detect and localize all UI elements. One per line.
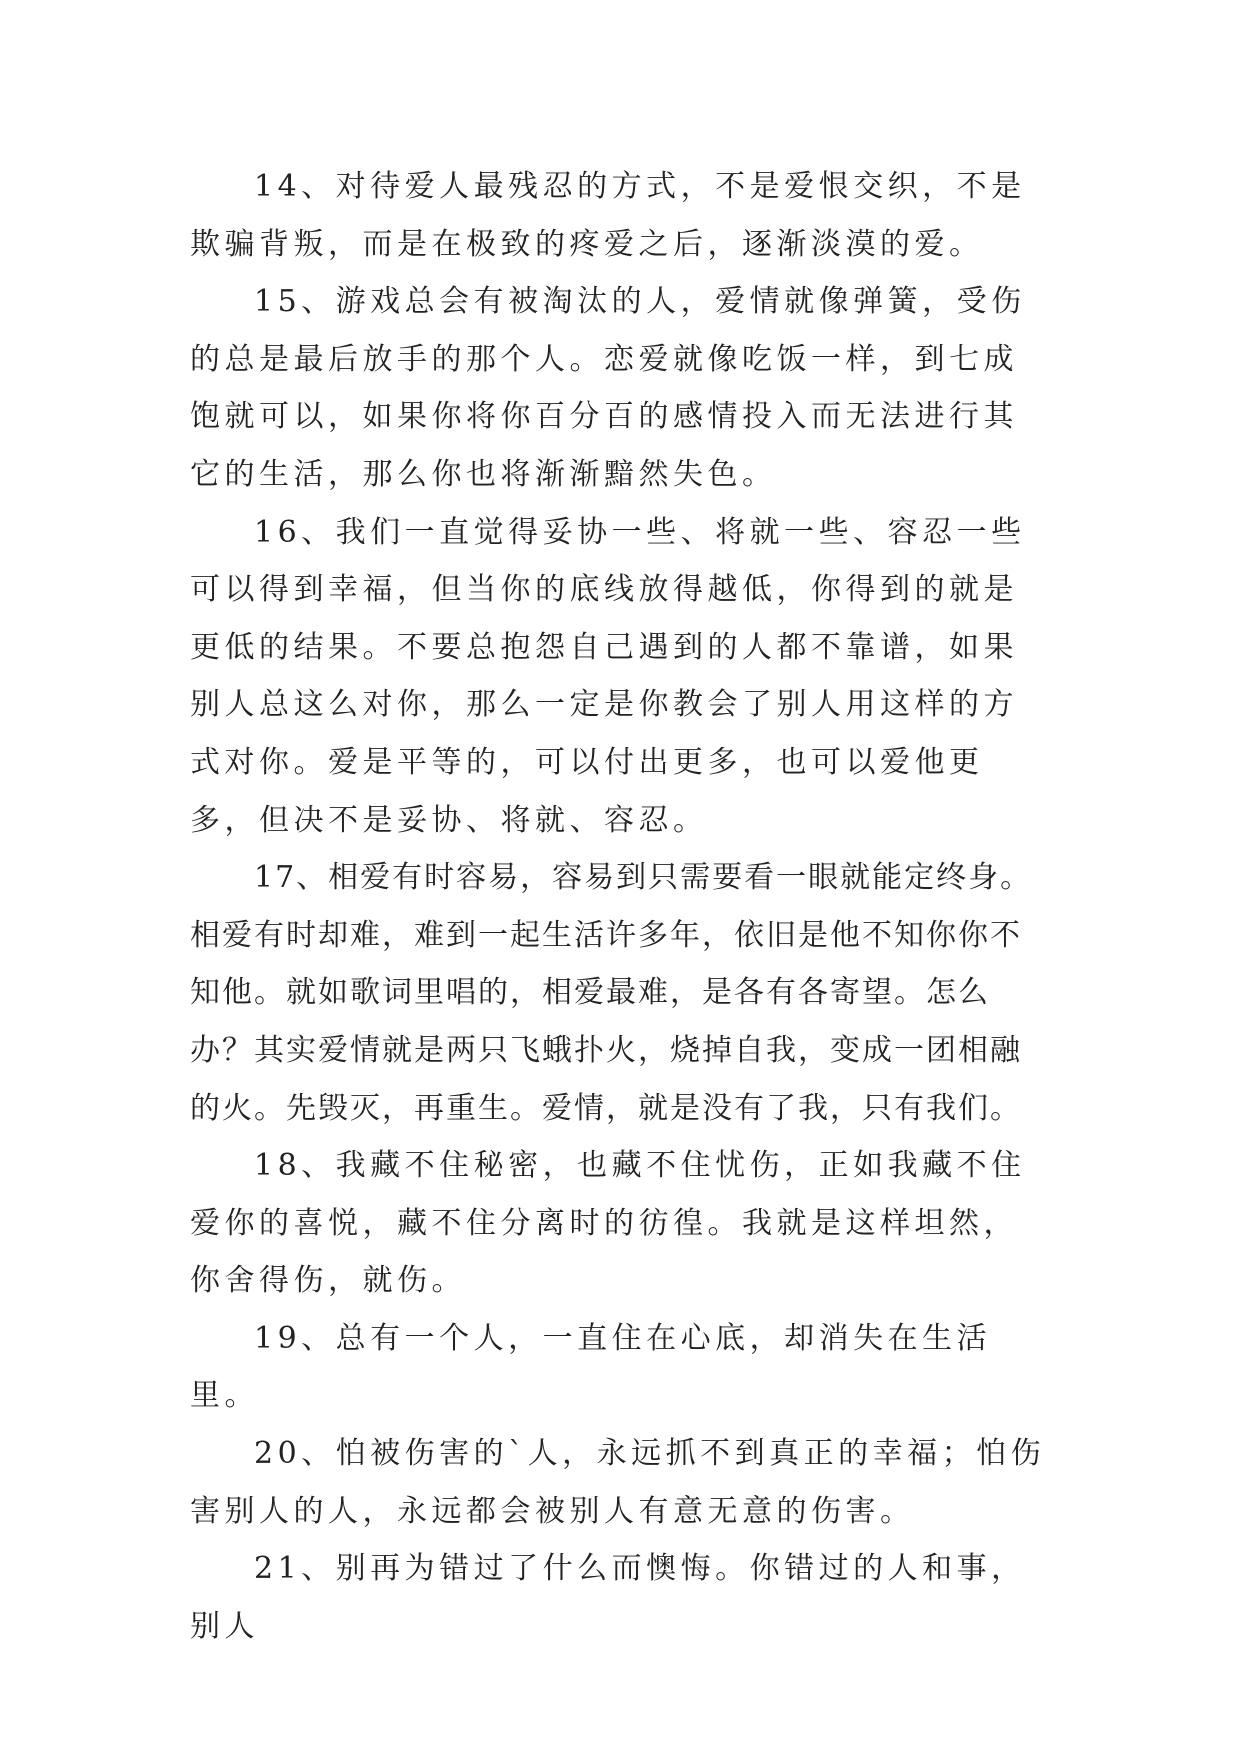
paragraph-16: 16、我们一直觉得妥协一些、将就一些、容忍一些可以得到幸福，但当你的底线放得越低，你得到的就是更低的结果。不要总抱怨自己遇到的人都不靠谱，如果别人总这么对你，那么一定是你教会了别人用这样的方式对你。爱是平等的，可以付出更多，也可以爱他更多，但决不是妥协、将就、容忍。 [190, 514, 1026, 838]
paragraph-20: 20、怕被伤害的`人，永远抓不到真正的幸福；怕伤害别人的人，永远都会被别人有意无意的伤害。 [190, 1436, 1046, 1529]
paragraph-15: 15、游戏总会有被淘汰的人，爱情就像弹簧，受伤的总是最后放手的那个人。恋爱就像吃饭一样，到七成饱就可以，如果你将你百分百的感情投入而无法进行其它的生活，那么你也将渐渐黯然失色。 [190, 284, 1026, 492]
paragraph-18: 18、我藏不住秘密，也藏不住忧伤，正如我藏不住爱你的喜悦，藏不住分离时的彷徨。我就是这样坦然，你舍得伤，就伤。 [190, 1148, 1026, 1299]
paragraph-14: 14、对待爱人最残忍的方式，不是爱恨交织，不是欺骗背叛，而是在极致的疼爱之后，逐渐淡漠的爱。 [190, 169, 1026, 262]
paragraph-17: 17、相爱有时容易，容易到只需要看一眼就能定终身。相爱有时却难，难到一起生活许多年，依旧是他不知你你不知他。就如歌词里唱的，相爱最难，是各有各寄望。怎么办？其实爱情就是两只飞蛾扑火，烧掉自我，变成一团相融的火。先毁灭，再重生。爱情，就是没有了我，只有我们。 [190, 860, 1033, 1126]
paragraph-19: 19、总有一个人，一直住在心底，却消失在生活里。 [190, 1320, 992, 1414]
paragraph-21: 21、别再为错过了什么而懊悔。你错过的人和事，别人 [190, 1551, 1026, 1644]
document-body [190, 158, 1050, 1655]
